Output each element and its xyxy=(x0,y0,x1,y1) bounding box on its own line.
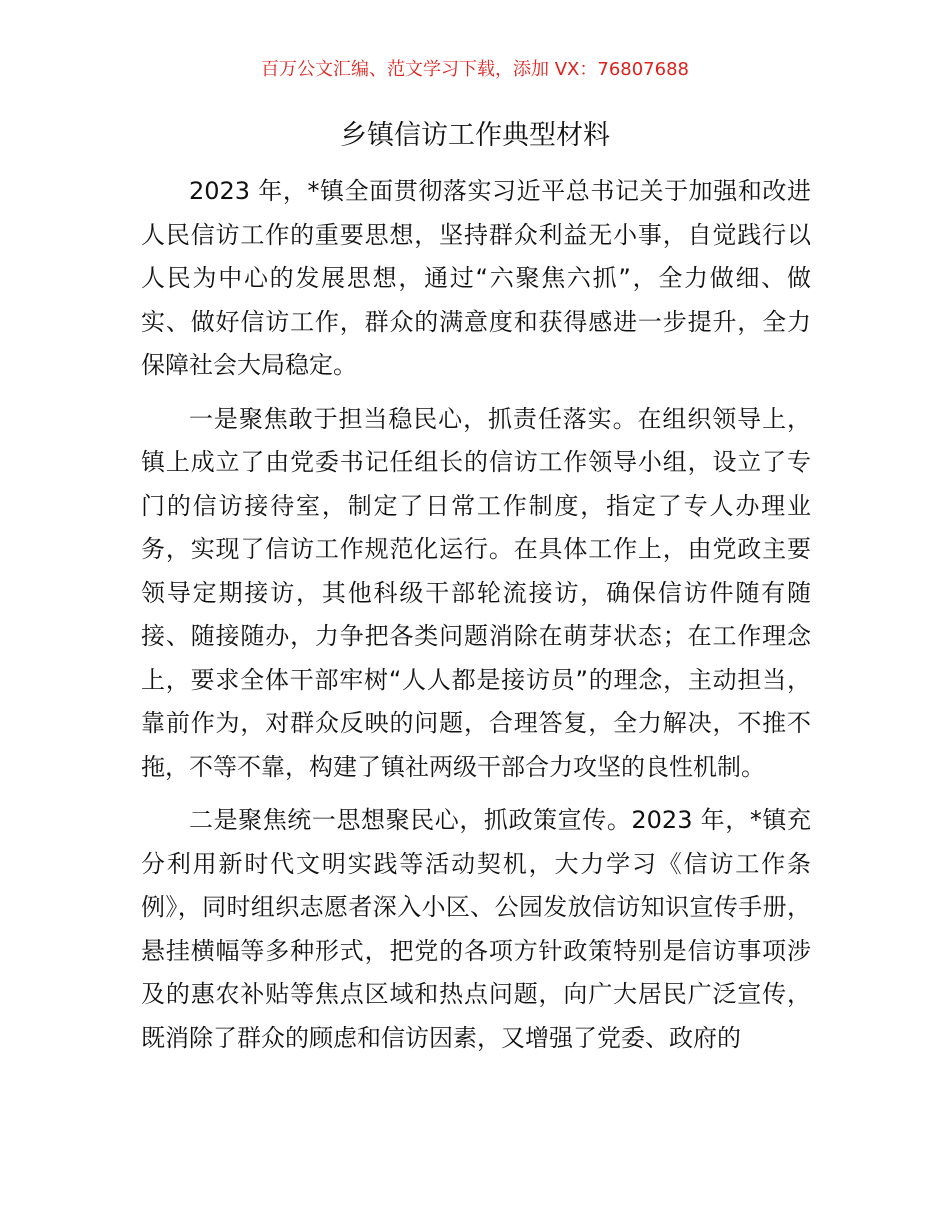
document-title: 乡镇信访工作典型材料 xyxy=(340,120,610,151)
paragraph-point-two: 二是聚焦统一思想聚民心，抓政策宣传。2023 年，*镇充分利用新时代文明实践等活动契机，大力学习《信访工作条例》，同时组织志愿者深入小区、公园发放信访知识宣传手册，悬挂横幅等多种形式，把党的各项方针政策特别是信访事项涉及的惠农补贴等焦点区域和热点问题，向广大居民广泛宣传，既消除了群众的顾虑和信访因素，又增强了党委、政府的 xyxy=(141,806,811,1052)
paragraph-intro: 2023 年，*镇全面贯彻落实习近平总书记关于加强和改进人民信访工作的重要思想，坚持群众利益无小事，自觉践行以人民为中心的发展思想，通过“六聚焦六抓”，全力做细、做实、做好信访工作，群众的满意度和获得感进一步提升，全力保障社会大局稳定。 xyxy=(141,177,811,379)
watermark-banner: 百万公文汇编、范文学习下载，添加 VX：76807688 xyxy=(261,59,689,80)
paragraph-point-one: 一是聚焦敢于担当稳民心，抓责任落实。在组织领导上，镇上成立了由党委书记任组长的信访工作领导小组，设立了专门的信访接待室，制定了日常工作制度，指定了专人办理业务，实现了信访工作规范化运行。在具体工作上，由党政主要领导定期接访，其他科级干部轮流接访，确保信访件随有随接、随接随办，力争把各类问题消除在萌芽状态；在工作理念上，要求全体干部牢树“人人都是接访员”的理念，主动担当，靠前作为，对群众反映的问题，合理答复，全力解决，不推不拖，不等不靠，构建了镇社两级干部合力攻坚的良性机制。 xyxy=(141,404,811,781)
document-body xyxy=(141,170,811,1070)
